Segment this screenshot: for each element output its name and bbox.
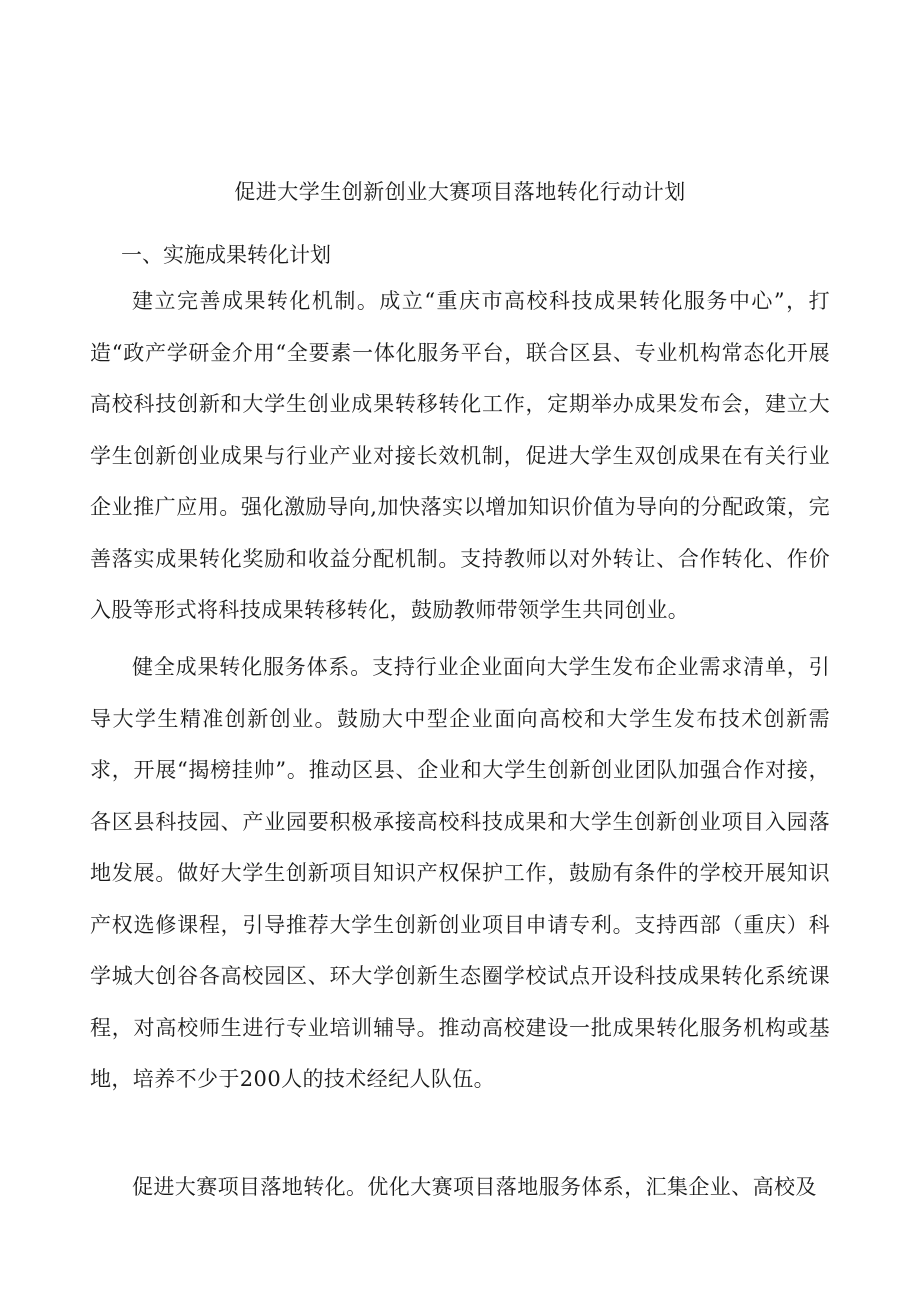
document-title: 促进大学生创新创业大赛项目落地转化行动计划 bbox=[234, 180, 686, 204]
section-heading: 一、实施成果转化计划 bbox=[121, 243, 331, 267]
paragraph-project-landing: 促进大赛项目落地转化。优化大赛项目落地服务体系，汇集企业、高校及 bbox=[132, 1175, 817, 1199]
paragraph-mechanism: 建立完善成果转化机制。成立“重庆市高校科技成果转化服务中心”，打造“政产学研金介用“全要素一体化服务平台，联合区县、专业机构常态化开展高校科技创新和大学生创业成果转移转化工作，定期举办成果发布会，建立大学生创新创业成果与行业产业对接长效机制，促进大学生双创成果在有关行业企业推广应用。强化激励导向,加快落实以增加知识价值为导向的分配政策，完善落实成果转化奖励和收益分配机制。支持教师以对外转让、合作转化、作价入股等形式将科技成果转移转化，鼓励教师带领学生共同创业。 bbox=[90, 289, 830, 622]
paragraph-service-system: 健全成果转化服务体系。支持行业企业面向大学生发布企业需求清单，引导大学生精准创新创业。鼓励大中型企业面向高校和大学生发布技术创新需求，开展“揭榜挂帅”。推动区县、企业和大学生创新创业团队加强合作对接，各区县科技园、产业园要积极承接高校科技成果和大学生创新创业项目入园落地发展。做好大学生创新项目知识产权保护工作，鼓励有条件的学校开展知识产权选修课程，引导推荐大学生创新创业项目申请专利。支持西部（重庆）科学城大创谷各高校园区、环大学创新生态圈学校试点开设科技成果转化系统课程，对高校师生进行专业培训辅导。推动高校建设一批成果转化服务机构或基地，培养不少于200人的技术经纪人队伍。 bbox=[90, 655, 830, 1091]
